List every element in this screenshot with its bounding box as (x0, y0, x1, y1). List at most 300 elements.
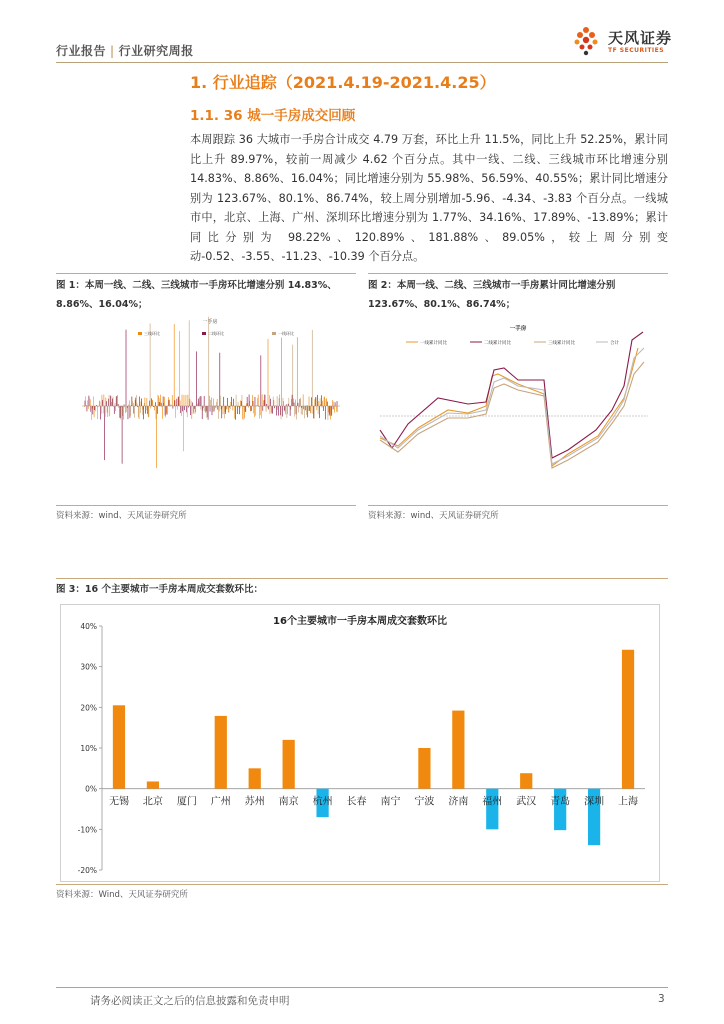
fig1-bar (106, 401, 107, 406)
fig1-bar (134, 406, 135, 418)
fig1-bar (203, 406, 204, 408)
fig1-bar (206, 406, 207, 418)
fig1-bar (305, 406, 306, 410)
fig1-bar (135, 398, 136, 406)
y-tick-label: 0% (85, 784, 97, 794)
x-tick-label: 济南 (448, 796, 469, 808)
fig1-bar (253, 401, 254, 406)
fig1-bar (279, 398, 280, 406)
fig1-bar (141, 401, 142, 406)
y-tick-label: 30% (80, 662, 97, 672)
fig1-legend-swatch-tier2 (202, 332, 206, 335)
fig1-bar (136, 395, 137, 406)
fig1-bar (313, 406, 314, 414)
fig1-bar (173, 406, 174, 409)
fig1-bar (210, 400, 211, 406)
fig1-bar (264, 395, 265, 406)
fig1-bar (148, 406, 149, 417)
fig1-bar (337, 406, 338, 412)
fig1-bar (189, 320, 190, 406)
fig1-bar (297, 337, 298, 406)
fig1-bar (279, 394, 280, 406)
bar-青岛 (554, 789, 566, 830)
fig1-bar (188, 395, 189, 406)
fig1-bottom-rule (56, 505, 356, 506)
fig1-bar (186, 406, 187, 412)
fig1-bar (336, 406, 337, 412)
fig1-bar (267, 406, 268, 408)
y-tick-label: -20% (77, 866, 97, 875)
fig1-bar (190, 406, 191, 415)
fig2-source: 资料来源：wind、天风证券研究所 (368, 511, 499, 521)
fig1-bar (239, 406, 240, 414)
fig1-bar (282, 406, 283, 417)
fig1-bar (229, 406, 230, 412)
fig1-bar (332, 400, 333, 406)
fig1-bar (104, 394, 105, 406)
fig1-bar (97, 406, 98, 419)
fig1-bar (156, 406, 157, 419)
fig1-bar (182, 395, 183, 406)
fig1-bar (273, 397, 274, 406)
fig1-bar (111, 402, 112, 406)
fig1-bar (132, 397, 133, 406)
fig2-legend-tier2: 二线累计同比 (484, 341, 511, 346)
fig1-bar (300, 398, 301, 406)
fig1-bar (221, 406, 222, 409)
fig1-bar (231, 402, 232, 406)
fig1-bar (333, 406, 334, 409)
fig1-bar (158, 396, 159, 406)
fig1-bar (139, 406, 140, 419)
x-tick-label: 北京 (142, 796, 163, 808)
fig1-bar (135, 400, 136, 406)
fig1-bar (237, 406, 238, 414)
fig1-bar (117, 395, 118, 406)
fig1-bar (128, 406, 129, 419)
fig1-bar (230, 406, 231, 409)
fig1-bar (315, 397, 316, 406)
fig1-bar (191, 401, 192, 406)
fig1-bar (236, 395, 237, 406)
fig1-bar (179, 331, 180, 406)
fig1-bar (315, 399, 316, 406)
fig1-bar (137, 403, 138, 406)
fig1-bar (113, 397, 114, 406)
fig1-bar (177, 406, 178, 410)
bar-苏州 (249, 768, 261, 788)
fig1-bar (165, 406, 166, 417)
fig1-bar (214, 406, 215, 412)
header-divider (56, 62, 668, 63)
fig1-bar (90, 399, 91, 406)
fig1-bar (207, 406, 208, 417)
fig1-bar (310, 406, 311, 413)
fig1-bar (133, 403, 134, 406)
fig1-bar (201, 406, 202, 410)
fig1-bar (288, 404, 289, 406)
fig1-bar (150, 406, 151, 408)
fig1-bar (211, 397, 212, 406)
fig1-bar (92, 406, 93, 414)
fig1-bar (141, 398, 142, 406)
fig1-bar (104, 406, 105, 460)
fig1-bar (240, 400, 241, 406)
fig1-bar (183, 406, 184, 451)
fig1-bar (152, 401, 153, 406)
bar-上海 (622, 650, 634, 789)
fig1-bar (196, 351, 197, 406)
fig1-bar (285, 406, 286, 414)
fig1-bar (180, 401, 181, 406)
fig1-bar (220, 396, 221, 406)
fig1-bar (115, 403, 116, 406)
fig1-bar (114, 406, 115, 414)
fig1-bar (318, 406, 319, 414)
footer-divider (56, 987, 668, 988)
fig1-bar (266, 404, 267, 406)
fig1-bar (190, 399, 191, 406)
x-tick-label: 南宁 (380, 796, 401, 808)
fig1-bar (118, 404, 119, 406)
fig1-bar (217, 399, 218, 406)
fig1-bar (247, 397, 248, 406)
fig1-bar (143, 406, 144, 419)
fig1-bar (330, 406, 331, 420)
fig1-bar (251, 406, 252, 411)
fig1-bar (246, 406, 247, 412)
fig1-bar (251, 406, 252, 411)
fig1-bar (216, 406, 217, 408)
fig1-legend-tier3: 三线环比 (144, 331, 160, 336)
fig1-bar (284, 406, 285, 411)
fig1-bar (109, 406, 110, 416)
fig1-bar (119, 406, 120, 408)
fig1-bar (252, 395, 253, 406)
logo-subtext: TF SECURITIES (608, 47, 665, 54)
fig1-bar (223, 397, 224, 406)
fig1-bar (333, 401, 334, 406)
fig1-bar (144, 403, 145, 406)
fig1-bar (213, 398, 214, 406)
fig1-bar (302, 406, 303, 408)
report-type: 行业报告 (56, 44, 107, 58)
x-tick-label: 厦门 (176, 796, 197, 808)
x-tick-label: 深圳 (584, 796, 605, 808)
fig1-bar (117, 396, 118, 406)
fig1-bar (111, 396, 112, 406)
fig1-bar (290, 406, 291, 416)
fig1-bar (291, 399, 292, 406)
fig1-bar (100, 406, 101, 419)
fig1-bar (139, 397, 140, 406)
x-tick-label: 无锡 (108, 796, 129, 808)
fig1-bar (178, 397, 179, 406)
fig2-top-rule (368, 273, 668, 274)
fig1-bar (295, 400, 296, 406)
fig1-bar (108, 399, 109, 406)
fig1-bar (105, 398, 106, 406)
fig1-title: 图 1：本周一线、二线、三线城市一手房环比增速分别 14.83%、8.86%、16.04%； (56, 280, 337, 310)
fig1-bar (287, 406, 288, 414)
fig1-bar (313, 406, 314, 418)
fig1-bar (303, 406, 304, 409)
fig1-bar (261, 406, 262, 418)
fig1-bar (100, 401, 101, 406)
fig1-bar (122, 406, 123, 416)
bar-南京 (283, 740, 295, 789)
fig2-legend-tier1: 一线累计同比 (420, 341, 447, 346)
fig1-legend-swatch-tier3 (138, 332, 142, 335)
fig1-bar (231, 397, 232, 406)
fig1-bar (257, 398, 258, 406)
fig1-bar (219, 353, 220, 406)
fig1-bar (175, 400, 176, 406)
fig1-bar (126, 406, 127, 412)
fig1-bar (92, 406, 93, 409)
fig1-bar (255, 406, 256, 416)
fig1-bar (298, 403, 299, 406)
fig1-bar (85, 396, 86, 406)
x-tick-label: 宁波 (414, 796, 435, 808)
fig1-bar (274, 400, 275, 406)
fig1-bar (119, 406, 120, 418)
fig1-bar (143, 406, 144, 410)
fig1-bar (232, 406, 233, 410)
fig1-bar (151, 398, 152, 406)
fig1-bar (249, 401, 250, 406)
fig1-bar (94, 406, 95, 410)
fig1-bar (199, 401, 200, 406)
fig1-bar (197, 404, 198, 406)
fig1-bar (120, 406, 121, 418)
fig2-bottom-rule (368, 505, 668, 506)
fig1-bar (322, 406, 323, 408)
fig1-bar (156, 406, 157, 468)
fig1-bar (216, 402, 217, 406)
fig1-bar (163, 403, 164, 406)
x-tick-label: 青岛 (550, 796, 571, 808)
fig1-bar (172, 395, 173, 406)
fig1-bar (316, 397, 317, 406)
fig1-bar (262, 406, 263, 411)
fig1-bar (311, 397, 312, 406)
fig1-bar (328, 406, 329, 412)
fig1-bar (145, 398, 146, 406)
fig1-bar (277, 406, 278, 410)
fig1-bar (270, 406, 271, 414)
bar-福州 (486, 789, 498, 830)
fig2-legend-total: 合计 (610, 341, 619, 346)
fig1-bar (227, 406, 228, 409)
fig1-chart (60, 312, 350, 502)
fig1-bar (268, 406, 269, 409)
fig1-bar (294, 402, 295, 406)
fig1-bar (328, 406, 329, 420)
fig1-bar (138, 406, 139, 417)
fig1-legend-tier1: 一线环比 (278, 331, 294, 336)
fig1-bar (249, 395, 250, 406)
fig1-bar (162, 406, 163, 419)
fig1-bar (193, 406, 194, 414)
fig1-bar (133, 406, 134, 414)
fig1-bar (272, 406, 273, 414)
bar-武汉 (520, 773, 532, 788)
fig1-bar (307, 406, 308, 417)
fig1-bar (127, 406, 128, 408)
fig1-bar (259, 406, 260, 419)
fig1-bar (186, 395, 187, 406)
fig1-bar (203, 406, 204, 411)
fig1-bar (94, 406, 95, 417)
fig3-top-rule (56, 578, 668, 579)
fig1-bar (228, 406, 229, 413)
fig1-bar (93, 396, 94, 406)
fig1-bar (290, 406, 291, 410)
fig1-bar (280, 406, 281, 415)
fig1-bar (233, 399, 234, 406)
fig1-bar (160, 395, 161, 406)
fig1-bar (210, 406, 211, 412)
fig1-bar (309, 396, 310, 406)
fig1-bar (204, 396, 205, 406)
fig1-bar (323, 406, 324, 411)
chart-title: 16个主要城市一手房本周成交套数环比 (273, 616, 447, 627)
fig1-bar (145, 406, 146, 414)
fig1-bar (194, 406, 195, 409)
fig1-bar (260, 355, 261, 406)
fig2-chart-title: 一手房 (509, 326, 527, 332)
fig1-bar (330, 406, 331, 414)
fig1-bar (260, 406, 261, 415)
fig1-bar (320, 398, 321, 406)
fig1-bar (309, 406, 310, 411)
fig1-bar (268, 339, 269, 406)
x-tick-label: 杭州 (312, 796, 333, 808)
fig1-bar (147, 398, 148, 406)
fig1-bar (319, 406, 320, 418)
fig1-bar (167, 406, 168, 415)
fig1-bar (154, 406, 155, 410)
fig1-bar (322, 401, 323, 406)
fig1-bar (289, 398, 290, 406)
fig1-bar (115, 406, 116, 411)
fig3-title: 图 3：16 个主要城市一手房本周成交套数环比： (56, 584, 263, 595)
fig1-bar (91, 406, 92, 412)
page-number: 3 (658, 993, 665, 1005)
fig1-bar (274, 406, 275, 408)
fig1-bar (281, 338, 282, 406)
fig1-bar (89, 396, 90, 406)
fig1-bar (169, 400, 170, 406)
fig1-bar (158, 395, 159, 406)
x-tick-label: 苏州 (244, 796, 265, 808)
fig3-bottom-rule (56, 884, 668, 885)
fig1-bar (169, 400, 170, 406)
fig1-bar (155, 402, 156, 406)
fig1-bar (244, 406, 245, 420)
fig1-bar (149, 401, 150, 406)
fig1-bar (224, 406, 225, 418)
fig1-bar (270, 399, 271, 406)
fig1-bar (192, 402, 193, 406)
fig1-bar (88, 406, 89, 409)
fig1-bar (87, 400, 88, 406)
fig1-bar (163, 396, 164, 406)
fig1-bar (204, 406, 205, 411)
fig1-bar (120, 406, 121, 419)
fig1-bar (157, 406, 158, 414)
fig1-bar (101, 406, 102, 414)
fig1-bar (146, 406, 147, 410)
fig1-bar (255, 397, 256, 406)
fig1-bar (329, 406, 330, 416)
fig1-bar (206, 406, 207, 411)
fig1-bar (95, 406, 96, 411)
header-separator: | (110, 44, 115, 58)
footer-disclaimer: 请务必阅读正文之后的信息披露和免责申明 (90, 995, 290, 1007)
fig1-bar (225, 406, 226, 412)
fig1-bar (218, 406, 219, 410)
fig1-bar (184, 406, 185, 410)
fig1-bar (129, 400, 130, 406)
fig1-bar (116, 396, 117, 406)
x-tick-label: 南京 (278, 796, 299, 808)
fig1-bar (214, 406, 215, 410)
fig3-source: 资料来源：Wind、天风证券研究所 (56, 890, 188, 900)
fig1-bar (126, 330, 127, 406)
fig1-bar (246, 403, 247, 406)
fig1-bar (331, 406, 332, 416)
fig1-bar (335, 402, 336, 406)
fig1-bar (187, 406, 188, 417)
report-subtype: 行业研究周报 (118, 44, 194, 58)
fig1-bar (272, 406, 273, 414)
fig1-bar (182, 406, 183, 411)
fig1-bar (174, 324, 175, 406)
fig1-bar (225, 406, 226, 414)
fig1-bar (178, 397, 179, 406)
fig1-top-rule (56, 273, 356, 274)
fig1-bar (205, 406, 206, 413)
fig1-bar (103, 406, 104, 413)
report-header (56, 42, 194, 59)
fig1-bar (314, 406, 315, 419)
fig1-bar (147, 406, 148, 414)
fig1-bar (140, 406, 141, 413)
fig2-chart (368, 318, 668, 503)
fig1-bar (326, 399, 327, 406)
fig1-bar (125, 406, 126, 413)
bar-广州 (215, 716, 227, 789)
fig1-bar (152, 400, 153, 406)
fig1-bar (91, 406, 92, 420)
fig1-bar (283, 398, 284, 406)
fig1-bar (148, 406, 149, 417)
x-tick-label: 长春 (346, 796, 367, 808)
section-heading: 1. 行业追踪（2021.4.19-2021.4.25） (190, 73, 496, 92)
fig1-bar (303, 394, 304, 406)
fig1-bar (331, 406, 332, 415)
fig1-legend-swatch-tier1 (272, 332, 276, 335)
fig1-bar (308, 406, 309, 411)
fig1-bar (254, 406, 255, 417)
fig1-bar (306, 406, 307, 415)
fig1-bar (244, 406, 245, 418)
fig1-bar (85, 401, 86, 406)
fig1-bar (242, 395, 243, 406)
bar-宁波 (418, 748, 430, 789)
